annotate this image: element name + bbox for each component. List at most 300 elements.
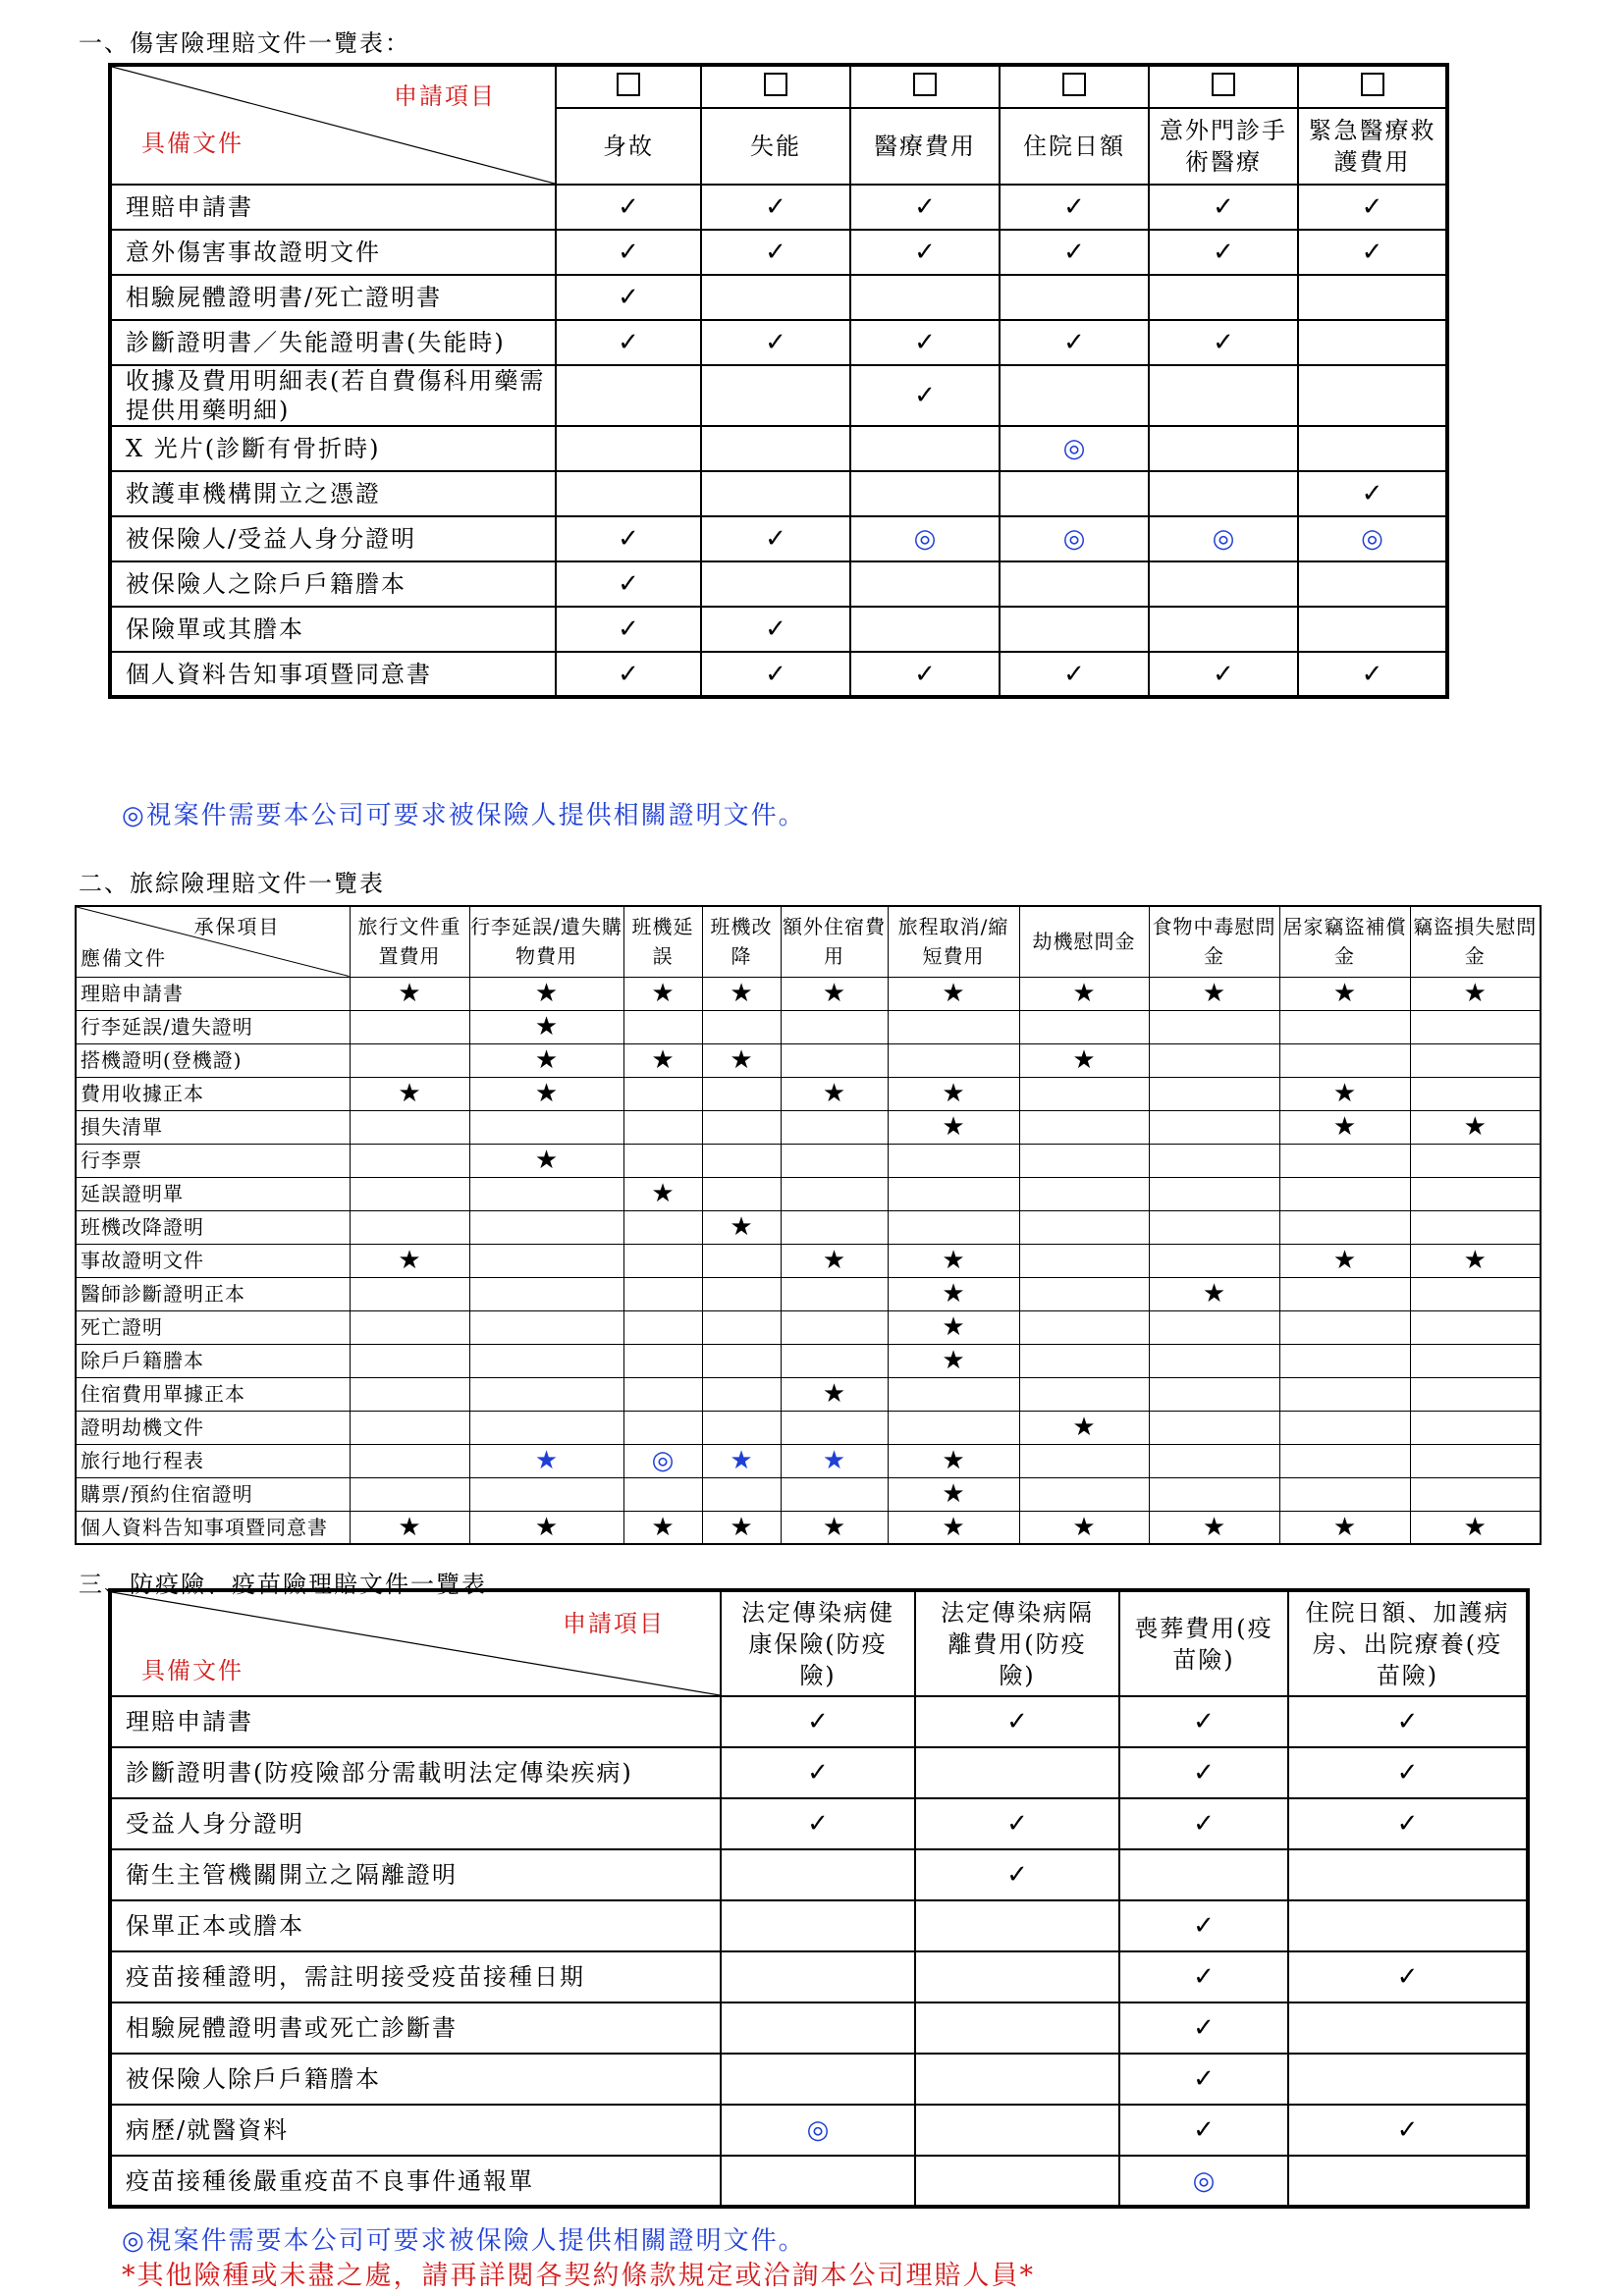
table3-cell xyxy=(915,1798,1119,1849)
table1-cell xyxy=(1298,230,1447,275)
star-icon: ★ xyxy=(730,1212,753,1242)
table2-row xyxy=(76,1310,1541,1344)
table2-cell xyxy=(350,1144,469,1177)
table1-column-header: 緊急醫療救護費用 xyxy=(1298,108,1447,185)
check-mark-icon: ✓ xyxy=(1396,1758,1419,1788)
table2-cell xyxy=(623,1210,702,1244)
check-mark-icon: ✓ xyxy=(618,192,639,222)
star-icon: ★ xyxy=(822,1379,846,1409)
table1-row xyxy=(110,652,1447,697)
table3-cell xyxy=(1119,1747,1288,1798)
check-mark-icon: ✓ xyxy=(1193,2115,1215,2145)
checkbox-icon[interactable] xyxy=(913,73,937,96)
star-icon: ★ xyxy=(1463,979,1487,1008)
table2-cell xyxy=(1019,1310,1149,1344)
table2-cell xyxy=(781,1377,888,1411)
star-icon: ★ xyxy=(822,1446,846,1475)
table2-row xyxy=(76,1077,1541,1110)
table2-cell xyxy=(1149,1010,1279,1043)
check-mark-icon: ✓ xyxy=(1193,1911,1215,1941)
double-circle-icon: ◎ xyxy=(913,524,937,554)
table2-column-header: 旅程取消/縮短費用 xyxy=(888,906,1019,977)
table2-cell xyxy=(1410,1043,1541,1077)
table1-cell xyxy=(556,230,701,275)
table3-document-name: 相驗屍體證明書或死亡診斷書 xyxy=(110,2002,721,2054)
table3-row xyxy=(110,1747,1528,1798)
table1-cell xyxy=(1149,185,1298,230)
check-mark-icon: ✓ xyxy=(1396,1809,1419,1839)
checkbox-icon[interactable] xyxy=(1361,73,1384,96)
check-mark-icon: ✓ xyxy=(1361,659,1383,689)
check-mark-icon: ✓ xyxy=(1006,1707,1028,1736)
table2-cell xyxy=(1410,1310,1541,1344)
table1-cell xyxy=(850,275,1000,320)
table2-cell xyxy=(623,1077,702,1110)
check-mark-icon: ✓ xyxy=(807,1707,829,1736)
table3-cell xyxy=(721,1747,915,1798)
table2-document-name: 死亡證明 xyxy=(76,1310,350,1344)
table2-cell xyxy=(1019,977,1149,1010)
table2-cell xyxy=(350,1411,469,1444)
table2-cell xyxy=(1279,1144,1410,1177)
star-icon: ★ xyxy=(1202,1512,1226,1542)
star-icon: ★ xyxy=(942,979,965,1008)
table2-document-name: 損失清單 xyxy=(76,1110,350,1144)
table2-cell xyxy=(1410,1210,1541,1244)
check-mark-icon: ✓ xyxy=(1193,1962,1215,1992)
table3-cell xyxy=(1288,2105,1528,2156)
table2-cell xyxy=(1279,1110,1410,1144)
check-mark-icon: ✓ xyxy=(1193,1809,1215,1839)
section3-title: 三、防疫險、疫苗險理賠文件一覽表 xyxy=(79,1571,487,1598)
table2-document-name: 醫師診斷證明正本 xyxy=(76,1277,350,1310)
table3-row xyxy=(110,1900,1528,1951)
table3-row xyxy=(110,2156,1528,2207)
table2-document-name: 費用收據正本 xyxy=(76,1077,350,1110)
table3-cell xyxy=(1119,2156,1288,2207)
table1-corner-header xyxy=(110,65,556,185)
table2-cell xyxy=(469,1511,623,1544)
star-icon: ★ xyxy=(534,1012,559,1041)
table2-cell xyxy=(888,1511,1019,1544)
table2-cell xyxy=(1410,1177,1541,1210)
table3-cell xyxy=(915,1747,1119,1798)
check-mark-icon: ✓ xyxy=(765,659,786,689)
table2-cell xyxy=(702,1411,781,1444)
table1-cell xyxy=(1149,516,1298,561)
table2-cell xyxy=(1019,1077,1149,1110)
table1-row xyxy=(110,230,1447,275)
table2-corner-bottom-label: 應備文件 xyxy=(81,946,167,970)
table2-cell xyxy=(1279,1477,1410,1511)
star-icon: ★ xyxy=(822,1512,846,1542)
table1-cell xyxy=(1000,275,1149,320)
table2-cell xyxy=(702,1210,781,1244)
checkbox-icon[interactable] xyxy=(764,73,787,96)
star-icon: ★ xyxy=(651,1512,675,1542)
table3-cell xyxy=(915,2002,1119,2054)
table1-checkbox-cell[interactable] xyxy=(701,65,850,108)
table2-cell xyxy=(350,1277,469,1310)
table2-cell xyxy=(702,1244,781,1277)
table2-cell xyxy=(888,1411,1019,1444)
table3-row xyxy=(110,2002,1528,2054)
check-mark-icon: ✓ xyxy=(1193,1707,1215,1736)
checkbox-icon[interactable] xyxy=(1062,73,1086,96)
table1-checkbox-cell[interactable] xyxy=(1000,65,1149,108)
table2-cell xyxy=(1149,1310,1279,1344)
table2-cell xyxy=(1279,1277,1410,1310)
table2-cell xyxy=(781,1411,888,1444)
table1-cell xyxy=(1000,185,1149,230)
table2-cell xyxy=(702,1110,781,1144)
table3-column-header: 喪葬費用(疫苗險) xyxy=(1119,1590,1288,1696)
table2-cell xyxy=(1019,1210,1149,1244)
table2-cell xyxy=(1410,1110,1541,1144)
table2-cell xyxy=(888,977,1019,1010)
table1-cell xyxy=(1298,185,1447,230)
table2-cell xyxy=(623,1043,702,1077)
table1-row xyxy=(110,365,1447,426)
check-mark-icon: ✓ xyxy=(1213,328,1234,357)
section2-title: 二、旅綜險理賠文件一覽表 xyxy=(79,870,385,897)
table2-cell xyxy=(1149,1244,1279,1277)
table2-cell xyxy=(1019,1411,1149,1444)
check-mark-icon: ✓ xyxy=(914,659,936,689)
check-mark-icon: ✓ xyxy=(618,614,639,644)
table1-document-name: 救護車機構開立之憑證 xyxy=(110,471,556,516)
table2-cell xyxy=(1410,1411,1541,1444)
table2-cell xyxy=(888,1344,1019,1377)
table2-cell xyxy=(1279,1310,1410,1344)
star-icon: ★ xyxy=(942,1512,965,1542)
star-icon: ★ xyxy=(651,1179,675,1208)
table1-cell xyxy=(556,516,701,561)
table2-column-header: 劫機慰問金 xyxy=(1019,906,1149,977)
table1-cell xyxy=(701,516,850,561)
table1-corner-bottom-label: 具備文件 xyxy=(141,130,244,157)
epidemic-vaccine-insurance-table xyxy=(108,1588,1530,2209)
table1-cell xyxy=(701,230,850,275)
table2-cell xyxy=(469,1110,623,1144)
table3-row xyxy=(110,1696,1528,1747)
table1-cell xyxy=(1298,561,1447,607)
star-icon: ★ xyxy=(730,1045,753,1075)
table2-cell xyxy=(1149,1511,1279,1544)
table2-row xyxy=(76,1411,1541,1444)
table3-document-name: 診斷證明書(防疫險部分需載明法定傳染疾病) xyxy=(110,1747,721,1798)
star-icon: ★ xyxy=(822,1246,846,1275)
table3-cell xyxy=(721,2156,915,2207)
table1-cell xyxy=(1000,365,1149,426)
table2-corner-header xyxy=(76,906,350,977)
section1-note: ◎視案件需要本公司可要求被保險人提供相關證明文件。 xyxy=(122,801,806,830)
table1-cell xyxy=(556,426,701,471)
check-mark-icon: ✓ xyxy=(765,524,786,554)
table1-cell xyxy=(850,426,1000,471)
table2-cell xyxy=(1410,977,1541,1010)
table2-cell xyxy=(1149,1411,1279,1444)
check-mark-icon: ✓ xyxy=(1063,238,1085,267)
table2-cell xyxy=(781,1110,888,1144)
table2-cell xyxy=(350,1010,469,1043)
table2-cell xyxy=(1279,1177,1410,1210)
table2-column-header: 居家竊盜補償金 xyxy=(1279,906,1410,977)
table2-cell xyxy=(1019,1377,1149,1411)
table2-cell xyxy=(623,1110,702,1144)
table2-cell xyxy=(888,1310,1019,1344)
star-icon: ★ xyxy=(398,979,421,1008)
check-mark-icon: ✓ xyxy=(618,328,639,357)
table2-cell xyxy=(702,1077,781,1110)
check-mark-icon: ✓ xyxy=(914,238,936,267)
table1-cell xyxy=(1000,652,1149,697)
table2-cell xyxy=(1149,1077,1279,1110)
star-icon: ★ xyxy=(1332,979,1357,1008)
table2-row xyxy=(76,1010,1541,1043)
table2-cell xyxy=(469,1244,623,1277)
table2-cell xyxy=(623,1144,702,1177)
table1-cell xyxy=(1000,516,1149,561)
table2-cell xyxy=(702,1377,781,1411)
table2-cell xyxy=(781,1344,888,1377)
star-icon: ★ xyxy=(651,979,675,1008)
table1-document-name: 意外傷害事故證明文件 xyxy=(110,230,556,275)
table2-cell xyxy=(1019,1144,1149,1177)
table2-cell xyxy=(1410,1077,1541,1110)
table3-corner-header xyxy=(110,1590,721,1696)
table1-row xyxy=(110,471,1447,516)
star-icon: ★ xyxy=(1202,1279,1226,1308)
table2-cell xyxy=(1149,1144,1279,1177)
table1-row xyxy=(110,516,1447,561)
table1-cell xyxy=(850,365,1000,426)
table2-column-header: 額外住宿費用 xyxy=(781,906,888,977)
table2-cell xyxy=(781,1077,888,1110)
table3-cell xyxy=(721,2105,915,2156)
table2-cell xyxy=(469,1277,623,1310)
star-icon: ★ xyxy=(942,1346,965,1375)
star-icon: ★ xyxy=(942,1246,965,1275)
table3-document-name: 病歷/就醫資料 xyxy=(110,2105,721,2156)
table2-cell xyxy=(888,1444,1019,1477)
table2-cell xyxy=(623,1477,702,1511)
table3-cell xyxy=(721,2002,915,2054)
table2-cell xyxy=(1019,1110,1149,1144)
check-mark-icon: ✓ xyxy=(1193,2064,1215,2094)
table2-cell xyxy=(350,977,469,1010)
table3-cell xyxy=(1288,2156,1528,2207)
table1-cell xyxy=(556,607,701,652)
checkbox-icon[interactable] xyxy=(1212,73,1235,96)
table2-row xyxy=(76,1144,1541,1177)
table1-column-header: 身故 xyxy=(556,108,701,185)
check-mark-icon: ✓ xyxy=(1213,238,1234,267)
table1-document-name: 理賠申請書 xyxy=(110,185,556,230)
checkbox-icon[interactable] xyxy=(617,73,640,96)
table2-cell xyxy=(1279,1210,1410,1244)
table3-cell xyxy=(915,2054,1119,2105)
table1-row xyxy=(110,561,1447,607)
check-mark-icon: ✓ xyxy=(807,1809,829,1839)
table2-cell xyxy=(1410,1444,1541,1477)
table2-document-name: 行李延誤/遺失證明 xyxy=(76,1010,350,1043)
table1-cell xyxy=(1149,230,1298,275)
table2-column-header: 竊盜損失慰問金 xyxy=(1410,906,1541,977)
table2-cell xyxy=(888,1210,1019,1244)
star-icon: ★ xyxy=(1332,1112,1357,1142)
table1-cell xyxy=(850,230,1000,275)
table1-column-header: 住院日額 xyxy=(1000,108,1149,185)
table2-document-name: 行李票 xyxy=(76,1144,350,1177)
table2-cell xyxy=(781,1277,888,1310)
star-icon: ★ xyxy=(398,1512,421,1542)
table2-document-name: 購票/預約住宿證明 xyxy=(76,1477,350,1511)
table1-document-name: 收據及費用明細表(若自費傷科用藥需提供用藥明細) xyxy=(110,365,556,426)
table3-cell xyxy=(1119,1900,1288,1951)
table2-cell xyxy=(1410,1377,1541,1411)
table1-cell xyxy=(1298,426,1447,471)
table3-row xyxy=(110,2105,1528,2156)
table3-document-name: 疫苗接種證明，需註明接受疫苗接種日期 xyxy=(110,1951,721,2002)
table2-cell xyxy=(1019,1344,1149,1377)
table2-cell xyxy=(1149,1177,1279,1210)
table1-cell xyxy=(1149,275,1298,320)
table1-row xyxy=(110,320,1447,365)
table2-cell xyxy=(781,1511,888,1544)
table1-document-name: 被保險人/受益人身分證明 xyxy=(110,516,556,561)
table2-cell xyxy=(888,1277,1019,1310)
table2-cell xyxy=(1410,1010,1541,1043)
star-icon: ★ xyxy=(1332,1512,1357,1542)
table1-cell xyxy=(1149,561,1298,607)
table2-cell xyxy=(781,977,888,1010)
check-mark-icon: ✓ xyxy=(914,192,936,222)
star-icon: ★ xyxy=(730,1512,753,1542)
table1-cell xyxy=(701,365,850,426)
table3-document-name: 理賠申請書 xyxy=(110,1696,721,1747)
table2-cell xyxy=(469,1477,623,1511)
star-icon: ★ xyxy=(534,1512,559,1542)
table2-cell xyxy=(702,1177,781,1210)
table2-cell xyxy=(469,977,623,1010)
table3-cell xyxy=(1119,1696,1288,1747)
table1-row xyxy=(110,607,1447,652)
table1-document-name: 個人資料告知事項暨同意書 xyxy=(110,652,556,697)
table2-cell xyxy=(623,1277,702,1310)
table2-cell xyxy=(1149,977,1279,1010)
double-circle-icon: ◎ xyxy=(1212,524,1235,554)
table2-cell xyxy=(1019,1177,1149,1210)
double-circle-icon: ◎ xyxy=(1062,524,1086,554)
table2-document-name: 延誤證明單 xyxy=(76,1177,350,1210)
table2-cell xyxy=(350,1444,469,1477)
table3-cell xyxy=(915,1951,1119,2002)
table2-cell xyxy=(1410,1144,1541,1177)
table3-cell xyxy=(1288,1798,1528,1849)
table3-cell xyxy=(915,2156,1119,2207)
table2-cell xyxy=(1019,1444,1149,1477)
table2-document-name: 理賠申請書 xyxy=(76,977,350,1010)
star-icon: ★ xyxy=(1332,1079,1357,1108)
table2-cell xyxy=(623,1010,702,1043)
table2-cell xyxy=(702,1010,781,1043)
table1-cell xyxy=(701,185,850,230)
table2-cell xyxy=(888,1043,1019,1077)
check-mark-icon: ✓ xyxy=(1006,1860,1028,1890)
table1-cell xyxy=(556,185,701,230)
table2-cell xyxy=(1279,1444,1410,1477)
table2-cell xyxy=(1149,1043,1279,1077)
table2-row xyxy=(76,1244,1541,1277)
table1-checkbox-cell[interactable] xyxy=(1298,65,1447,108)
table2-cell xyxy=(781,1177,888,1210)
table1-cell xyxy=(1000,471,1149,516)
table2-document-name: 住宿費用單據正本 xyxy=(76,1377,350,1411)
table2-cell xyxy=(623,977,702,1010)
table2-cell xyxy=(350,1077,469,1110)
check-mark-icon: ✓ xyxy=(1213,192,1234,222)
table2-cell xyxy=(888,1244,1019,1277)
table1-checkbox-cell[interactable] xyxy=(850,65,1000,108)
table2-cell xyxy=(1410,1277,1541,1310)
table1-cell xyxy=(1298,320,1447,365)
table2-column-header: 食物中毒慰問金 xyxy=(1149,906,1279,977)
table2-cell xyxy=(781,1444,888,1477)
table3-column-header: 法定傳染病隔離費用(防疫險) xyxy=(915,1590,1119,1696)
table3-cell xyxy=(915,2105,1119,2156)
table2-cell xyxy=(623,1444,702,1477)
table2-document-name: 搭機證明(登機證) xyxy=(76,1043,350,1077)
table2-cell xyxy=(702,1511,781,1544)
table2-cell xyxy=(1019,1477,1149,1511)
table1-document-name: 保險單或其謄本 xyxy=(110,607,556,652)
table2-cell xyxy=(469,1043,623,1077)
star-icon: ★ xyxy=(1332,1246,1357,1275)
check-mark-icon: ✓ xyxy=(618,283,639,312)
check-mark-icon: ✓ xyxy=(618,238,639,267)
table3-row xyxy=(110,1849,1528,1900)
table1-checkbox-cell[interactable] xyxy=(556,65,701,108)
table1-corner-top-label: 申請項目 xyxy=(394,82,496,110)
table3-corner-top-label: 申請項目 xyxy=(563,1610,665,1637)
table1-cell xyxy=(850,561,1000,607)
section3-footer: *其他險種或未盡之處，請再詳閱各契約條款規定或洽詢本公司理賠人員* xyxy=(122,2261,1035,2291)
table3-document-name: 衛生主管機關開立之隔離證明 xyxy=(110,1849,721,1900)
travel-insurance-table xyxy=(75,905,1542,1545)
double-circle-icon: ◎ xyxy=(806,2115,830,2145)
table1-cell xyxy=(556,320,701,365)
table1-cell xyxy=(701,561,850,607)
star-icon: ★ xyxy=(1463,1246,1487,1275)
table2-cell xyxy=(469,1144,623,1177)
table2-cell xyxy=(1410,1511,1541,1544)
table1-checkbox-cell[interactable] xyxy=(1149,65,1298,108)
table2-cell xyxy=(888,1077,1019,1110)
table3-cell xyxy=(721,1951,915,2002)
table2-document-name: 除戶戶籍謄本 xyxy=(76,1344,350,1377)
table2-cell xyxy=(469,1411,623,1444)
table2-cell xyxy=(781,1310,888,1344)
table1-row xyxy=(110,275,1447,320)
star-icon: ★ xyxy=(398,1246,421,1275)
double-circle-icon: ◎ xyxy=(1062,434,1086,463)
table2-cell xyxy=(702,1277,781,1310)
check-mark-icon: ✓ xyxy=(618,659,639,689)
table2-cell xyxy=(781,1144,888,1177)
table2-column-header: 班機改降 xyxy=(702,906,781,977)
table2-cell xyxy=(623,1377,702,1411)
